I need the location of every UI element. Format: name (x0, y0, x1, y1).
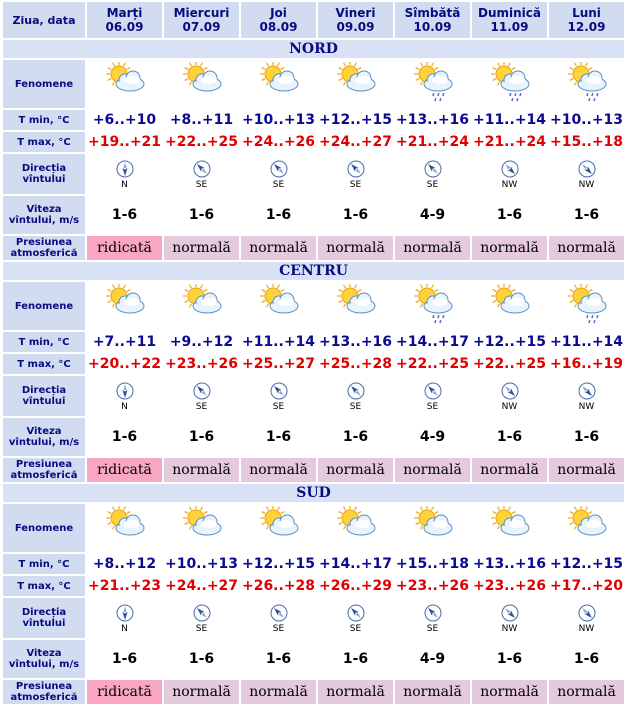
tmin-cell: +8..+12 (87, 554, 162, 574)
day-name: Sîmbătă (404, 6, 461, 20)
phenomena-cell (318, 282, 393, 330)
sun-cloud-icon (257, 531, 301, 550)
wind-speed-cell: 1-6 (318, 418, 393, 456)
pressure-cell: normală (472, 458, 547, 482)
phenomena-cell (164, 282, 239, 330)
sun-cloud-icon (334, 87, 378, 106)
compass-arrow-icon (164, 382, 239, 400)
wind-speed-cell: 1-6 (472, 640, 547, 678)
wind-dir-cell (472, 376, 547, 416)
pressure-cell: normală (318, 236, 393, 260)
day-date: 12.09 (567, 20, 606, 34)
phenomena-cell (164, 504, 239, 552)
pressure-cell: normală (241, 680, 316, 704)
phenomena-cell (472, 504, 547, 552)
row-label: Presiunea atmosferică (3, 236, 85, 260)
wind-dir-label: SE (272, 624, 285, 634)
compass-arrow-icon (318, 382, 393, 400)
tmax-cell: +23..+26 (395, 578, 470, 594)
day-header (472, 2, 547, 38)
region-row (3, 484, 624, 502)
sun-cloud-icon (180, 87, 224, 106)
wind-dir-label: SE (349, 180, 362, 190)
wind-speed-cell: 1-6 (549, 640, 624, 678)
pressure-cell: normală (395, 680, 470, 704)
tmin-cell: +12..+15 (318, 112, 393, 128)
row-label: Viteza vîntului, m/s (3, 196, 85, 234)
wind-dir-label: NW (578, 402, 595, 412)
compass-arrow-icon (395, 382, 470, 400)
wind-speed-cell: 4-9 (395, 196, 470, 234)
wind-speed-cell: 1-6 (241, 196, 316, 234)
tmin-cell: +12..+15 (472, 334, 547, 350)
tmax-cell: +25..+27 (241, 356, 316, 372)
row-label: T min, °C (3, 332, 85, 352)
compass-arrow-icon (549, 160, 624, 178)
wind-dir-cell (87, 154, 162, 194)
tmin-cell: +12..+15 (549, 556, 624, 572)
row-label: Viteza vîntului, m/s (3, 418, 85, 456)
wind-dir-cell (549, 376, 624, 416)
sun-cloud-icon (488, 309, 532, 328)
tmin-cell: +11..+14 (472, 112, 547, 128)
phenomena-cell (241, 60, 316, 108)
wind-dir-label: SE (272, 180, 285, 190)
tmax-cell: +21..+24 (472, 134, 547, 150)
phenomena-cell (472, 282, 547, 330)
tmax-cell: +25..+28 (318, 356, 393, 372)
pressure-cell: ridicată (87, 680, 162, 704)
tmin-cell: +6..+10 (87, 110, 162, 130)
wind-dir-cell (472, 154, 547, 194)
row-label: Presiunea atmosferică (3, 458, 85, 482)
pressure-row (3, 236, 624, 260)
phenomena-row (3, 504, 624, 552)
tmin-row (3, 554, 624, 574)
phenomena-cell (472, 60, 547, 108)
compass-arrow-icon (395, 160, 470, 178)
phenomena-cell (241, 504, 316, 552)
sun-cloud-icon (334, 309, 378, 328)
wind-dir-cell (395, 376, 470, 416)
wind-speed-row (3, 640, 624, 678)
tmin-cell: +8..+11 (164, 110, 239, 130)
wind-dir-cell (87, 376, 162, 416)
compass-arrow-icon (472, 382, 547, 400)
row-label: T min, °C (3, 110, 85, 130)
row-label: Direcția vîntului (3, 598, 85, 638)
day-header (318, 2, 393, 38)
day-name: Miercuri (173, 6, 230, 20)
wind-dir-label: NW (578, 624, 595, 634)
sun-cloud-rain-icon (565, 87, 609, 106)
compass-arrow-icon (87, 382, 162, 400)
day-name: Joi (270, 6, 287, 20)
day-date: 08.09 (259, 20, 298, 34)
phenomena-cell (395, 60, 470, 108)
tmax-cell: +16..+19 (549, 356, 624, 372)
forecast-table (1, 0, 626, 706)
tmax-cell: +22..+25 (395, 356, 470, 372)
tmin-cell: +15..+18 (395, 556, 470, 572)
region-title: NORD (3, 40, 624, 58)
sun-cloud-icon (180, 531, 224, 550)
compass-arrow-icon (241, 160, 316, 178)
sun-cloud-rain-icon (565, 309, 609, 328)
tmax-cell: +22..+25 (472, 356, 547, 372)
wind-speed-cell: 1-6 (241, 418, 316, 456)
wind-speed-cell: 1-6 (241, 640, 316, 678)
tmin-cell: +10..+13 (549, 112, 624, 128)
wind-speed-cell: 1-6 (549, 196, 624, 234)
pressure-cell: normală (318, 680, 393, 704)
pressure-cell: normală (395, 458, 470, 482)
wind-dir-label: N (121, 180, 128, 190)
wind-dir-cell (395, 598, 470, 638)
pressure-cell: normală (472, 236, 547, 260)
wind-dir-cell (395, 154, 470, 194)
phenomena-cell (87, 282, 162, 330)
pressure-cell: ridicată (87, 458, 162, 482)
wind-speed-cell: 1-6 (318, 196, 393, 234)
day-date: 06.09 (105, 20, 144, 34)
wind-speed-cell: 1-6 (472, 418, 547, 456)
wind-speed-cell: 1-6 (318, 640, 393, 678)
wind-speed-cell: 1-6 (164, 640, 239, 678)
region-title: CENTRU (3, 262, 624, 280)
compass-arrow-icon (318, 160, 393, 178)
tmax-row (3, 132, 624, 152)
sun-cloud-icon (488, 531, 532, 550)
wind-speed-cell: 1-6 (164, 196, 239, 234)
tmin-cell: +13..+16 (472, 556, 547, 572)
day-date: 07.09 (182, 20, 221, 34)
compass-arrow-icon (87, 160, 162, 178)
wind-dir-label: NW (501, 402, 518, 412)
compass-arrow-icon (549, 604, 624, 622)
wind-speed-cell: 1-6 (87, 640, 162, 678)
header-label: Ziua, data (3, 2, 85, 38)
sun-cloud-rain-icon (411, 87, 455, 106)
phenomena-cell (87, 60, 162, 108)
sun-cloud-icon (103, 531, 147, 550)
tmax-cell: +24..+27 (318, 134, 393, 150)
compass-arrow-icon (472, 160, 547, 178)
phenomena-cell (318, 60, 393, 108)
wind-dir-label: SE (426, 624, 439, 634)
tmax-cell: +24..+26 (241, 134, 316, 150)
pressure-cell: normală (549, 680, 624, 704)
tmin-cell: +11..+14 (241, 334, 316, 350)
day-header (395, 2, 470, 38)
day-name: Luni (572, 6, 601, 20)
wind-dir-label: SE (426, 402, 439, 412)
header-row (3, 2, 624, 38)
tmin-cell: +7..+11 (87, 332, 162, 352)
pressure-cell: normală (241, 236, 316, 260)
tmax-cell: +24..+27 (164, 578, 239, 594)
phenomena-cell (164, 60, 239, 108)
region-row (3, 40, 624, 58)
compass-arrow-icon (241, 382, 316, 400)
wind-speed-cell: 1-6 (87, 196, 162, 234)
wind-speed-cell: 4-9 (395, 418, 470, 456)
tmin-cell: +14..+17 (318, 556, 393, 572)
wind-dir-label: SE (195, 180, 208, 190)
wind-dir-cell (87, 598, 162, 638)
pressure-row (3, 680, 624, 704)
day-header (241, 2, 316, 38)
wind-speed-cell: 1-6 (472, 196, 547, 234)
tmax-cell: +15..+18 (549, 134, 624, 150)
wind-dir-label: NW (501, 624, 518, 634)
sun-cloud-icon (411, 531, 455, 550)
pressure-cell: normală (318, 458, 393, 482)
tmax-cell: +21..+24 (395, 134, 470, 150)
tmax-row (3, 576, 624, 596)
tmin-cell: +13..+16 (395, 112, 470, 128)
row-label: Presiunea atmosferică (3, 680, 85, 704)
sun-cloud-icon (257, 309, 301, 328)
tmin-cell: +14..+17 (395, 334, 470, 350)
wind-speed-cell: 1-6 (164, 418, 239, 456)
day-date: 09.09 (336, 20, 375, 34)
row-label: Viteza vîntului, m/s (3, 640, 85, 678)
tmax-cell: +19..+21 (87, 134, 162, 150)
pressure-cell: normală (164, 680, 239, 704)
compass-arrow-icon (318, 604, 393, 622)
wind-dir-row (3, 376, 624, 416)
phenomena-cell (549, 282, 624, 330)
phenomena-row (3, 282, 624, 330)
wind-speed-row (3, 418, 624, 456)
compass-arrow-icon (549, 382, 624, 400)
row-label: Direcția vîntului (3, 154, 85, 194)
pressure-cell: normală (164, 458, 239, 482)
wind-dir-label: NW (578, 180, 595, 190)
sun-cloud-icon (180, 309, 224, 328)
tmin-cell: +10..+13 (241, 112, 316, 128)
compass-arrow-icon (87, 604, 162, 622)
phenomena-cell (87, 504, 162, 552)
row-label: Direcția vîntului (3, 376, 85, 416)
pressure-row (3, 458, 624, 482)
pressure-cell: normală (241, 458, 316, 482)
row-label: T max, °C (3, 354, 85, 374)
wind-dir-label: SE (426, 180, 439, 190)
sun-cloud-rain-icon (411, 309, 455, 328)
phenomena-cell (395, 282, 470, 330)
compass-arrow-icon (164, 604, 239, 622)
day-date: 11.09 (490, 20, 529, 34)
compass-arrow-icon (164, 160, 239, 178)
tmax-cell: +22..+25 (164, 134, 239, 150)
day-header (164, 2, 239, 38)
compass-arrow-icon (241, 604, 316, 622)
tmin-cell: +12..+15 (241, 556, 316, 572)
tmin-row (3, 110, 624, 130)
phenomena-cell (395, 504, 470, 552)
phenomena-cell (241, 282, 316, 330)
pressure-cell: normală (549, 458, 624, 482)
wind-dir-label: SE (195, 402, 208, 412)
wind-dir-label: N (121, 624, 128, 634)
wind-dir-cell (549, 598, 624, 638)
sun-cloud-rain-icon (488, 87, 532, 106)
wind-dir-cell (164, 598, 239, 638)
tmax-cell: +23..+26 (472, 578, 547, 594)
wind-dir-cell (549, 154, 624, 194)
day-name: Marți (106, 6, 143, 20)
compass-arrow-icon (472, 604, 547, 622)
day-name: Vineri (335, 6, 376, 20)
wind-dir-cell (318, 154, 393, 194)
wind-speed-cell: 1-6 (87, 418, 162, 456)
region-title: SUD (3, 484, 624, 502)
pressure-cell: normală (549, 236, 624, 260)
wind-dir-label: SE (272, 402, 285, 412)
tmax-cell: +23..+26 (164, 356, 239, 372)
wind-dir-cell (241, 598, 316, 638)
row-label: Fenomene (3, 60, 85, 108)
sun-cloud-icon (257, 87, 301, 106)
pressure-cell: normală (395, 236, 470, 260)
tmin-cell: +13..+16 (318, 334, 393, 350)
wind-dir-label: SE (349, 624, 362, 634)
phenomena-cell (549, 504, 624, 552)
row-label: T max, °C (3, 576, 85, 596)
wind-dir-label: SE (349, 402, 362, 412)
pressure-cell: normală (472, 680, 547, 704)
row-label: Fenomene (3, 504, 85, 552)
tmin-row (3, 332, 624, 352)
sun-cloud-icon (565, 531, 609, 550)
row-label: Fenomene (3, 282, 85, 330)
row-label: T min, °C (3, 554, 85, 574)
phenomena-cell (318, 504, 393, 552)
wind-dir-row (3, 598, 624, 638)
wind-dir-cell (318, 598, 393, 638)
wind-dir-cell (164, 376, 239, 416)
tmax-row (3, 354, 624, 374)
tmax-cell: +26..+29 (318, 578, 393, 594)
row-label: T max, °C (3, 132, 85, 152)
tmax-cell: +21..+23 (87, 578, 162, 594)
wind-dir-cell (241, 376, 316, 416)
phenomena-cell (549, 60, 624, 108)
tmin-cell: +10..+13 (164, 556, 239, 572)
day-name: Duminică (478, 6, 541, 20)
tmax-cell: +17..+20 (549, 578, 624, 594)
tmin-cell: +9..+12 (164, 332, 239, 352)
day-header (549, 2, 624, 38)
day-header (87, 2, 162, 38)
wind-dir-row (3, 154, 624, 194)
compass-arrow-icon (395, 604, 470, 622)
wind-dir-cell (318, 376, 393, 416)
sun-cloud-icon (334, 531, 378, 550)
wind-dir-cell (241, 154, 316, 194)
day-date: 10.09 (413, 20, 452, 34)
tmax-cell: +20..+22 (87, 356, 162, 372)
sun-cloud-icon (103, 309, 147, 328)
wind-dir-cell (164, 154, 239, 194)
wind-speed-row (3, 196, 624, 234)
region-row (3, 262, 624, 280)
pressure-cell: ridicată (87, 236, 162, 260)
wind-speed-cell: 1-6 (549, 418, 624, 456)
pressure-cell: normală (164, 236, 239, 260)
wind-speed-cell: 4-9 (395, 640, 470, 678)
tmin-cell: +11..+14 (549, 334, 624, 350)
tmax-cell: +26..+28 (241, 578, 316, 594)
wind-dir-label: NW (501, 180, 518, 190)
sun-cloud-icon (103, 87, 147, 106)
wind-dir-label: N (121, 402, 128, 412)
wind-dir-label: SE (195, 624, 208, 634)
wind-dir-cell (472, 598, 547, 638)
phenomena-row (3, 60, 624, 108)
